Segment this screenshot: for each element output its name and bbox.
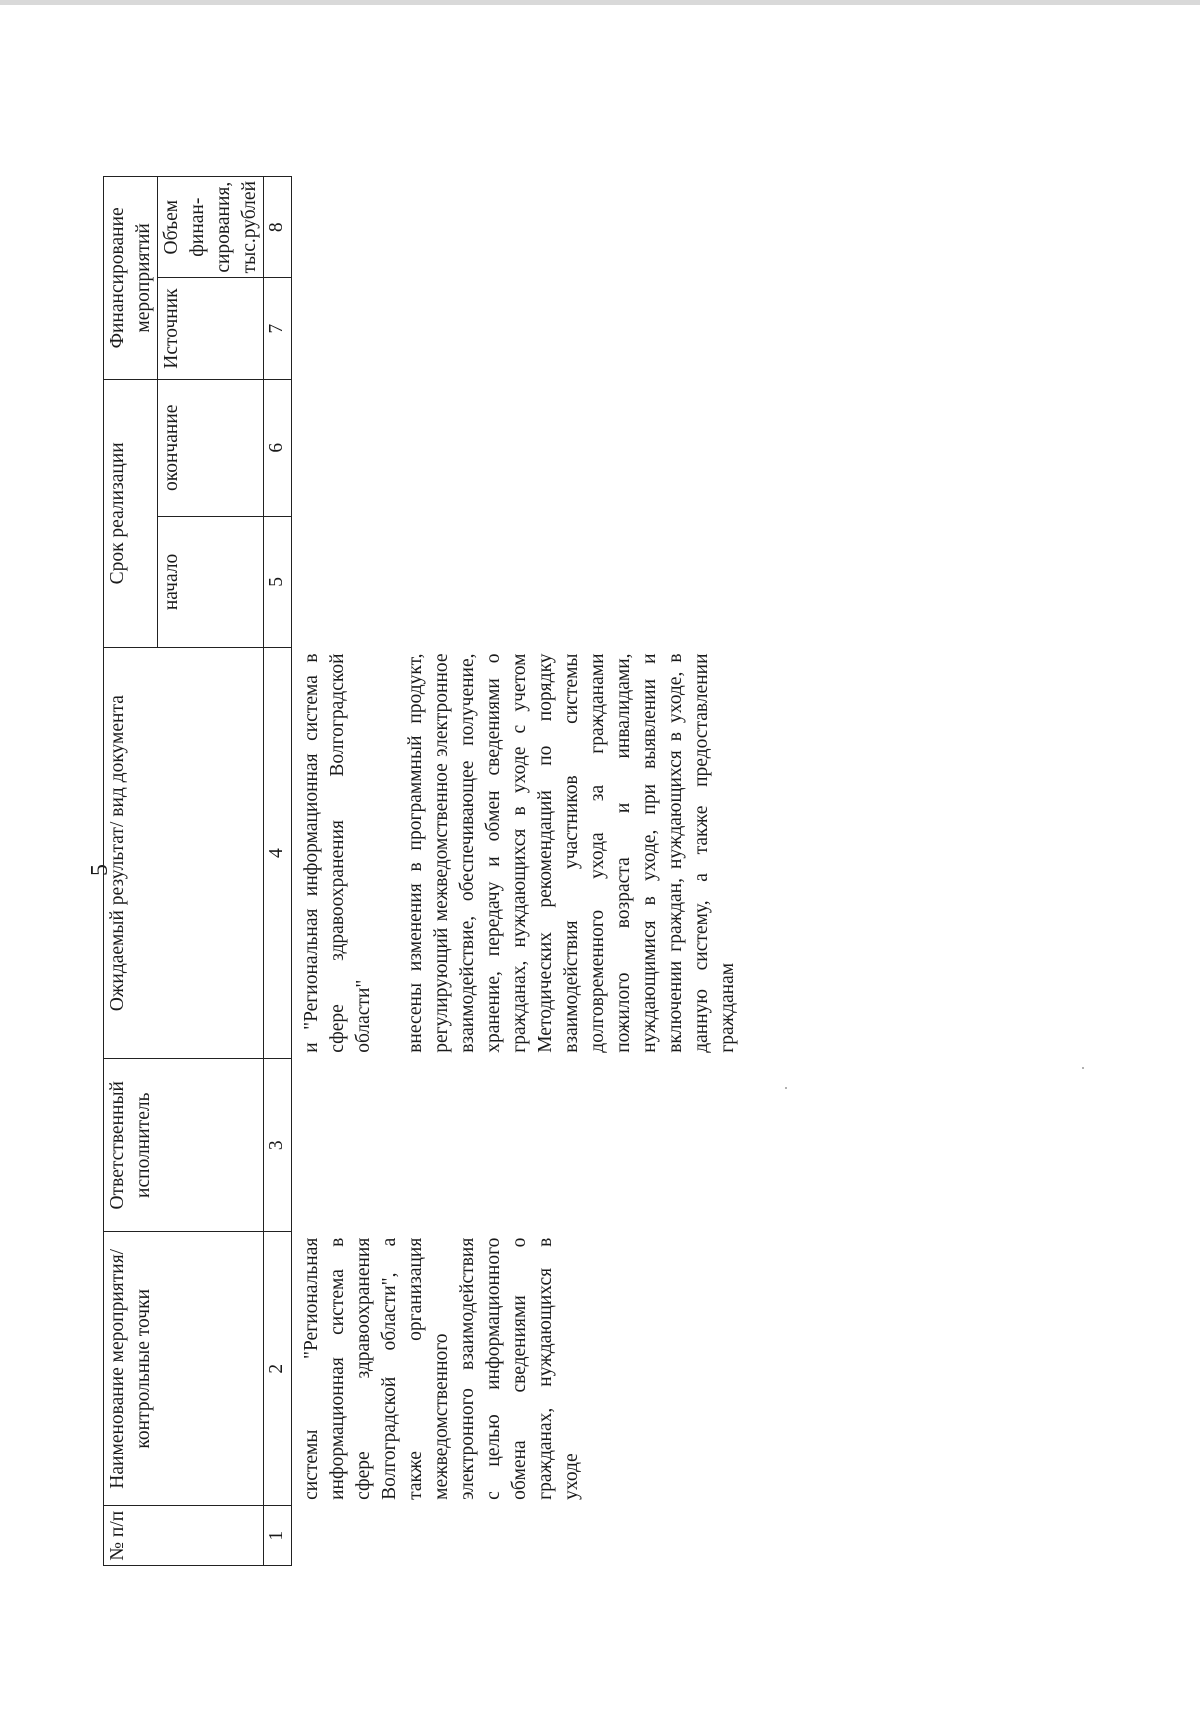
cell-name	[292, 1232, 742, 1506]
column-number: 5	[264, 516, 292, 647]
scan-speck	[1082, 1067, 1084, 1069]
header-row-1	[104, 177, 158, 1566]
scan-speck	[785, 1087, 787, 1089]
header-period-start: начало	[158, 516, 264, 647]
name-part-2: организация межведомственного электронного взаимодействия с целью информационного обмена сведениями о гражданах, нуждающихся в уходе	[405, 1237, 582, 1500]
cell-executor	[292, 1059, 742, 1232]
header-name: Наименование мероприятия/ контрольные точки	[104, 1232, 264, 1506]
page-number: 5	[87, 864, 113, 876]
header-financing: Финансирование мероприятий	[104, 177, 158, 380]
column-number: 6	[264, 379, 292, 516]
column-number: 8	[264, 177, 292, 278]
column-numbers-row	[264, 177, 292, 1566]
scan-edge	[0, 0, 1200, 5]
name-part-1: системы "Региональная информационная система в сфере здравоохранения Волгоградской области", а также	[301, 1237, 426, 1500]
header-num: № п/п	[104, 1506, 264, 1566]
cell-start	[292, 516, 742, 647]
result-part-1: и "Региональная информационная система в сфере здравоохранения Волгоградской области"	[301, 653, 374, 1053]
header-executor: Ответственный исполнитель	[104, 1059, 264, 1232]
cell-volume	[292, 177, 742, 278]
activities-table	[103, 176, 741, 1566]
column-number: 2	[264, 1232, 292, 1506]
header-fin-source: Источник	[158, 278, 264, 379]
column-number: 1	[264, 1506, 292, 1566]
column-number: 4	[264, 647, 292, 1058]
header-result: Ожидаемый результат/ вид документа	[104, 647, 264, 1058]
header-period: Срок реализации	[104, 379, 158, 647]
header-period-end: окончание	[158, 379, 264, 516]
header-fin-volume: Объем финан-сирования, тыс.рублей	[158, 177, 264, 278]
cell-result	[292, 647, 742, 1058]
result-part-2: внесены изменения в программный продукт, регулирующий межведомственное электронное взаимодействие, обеспечивающее получение, хранение, передачу и обмен сведениями о гражданах, нуждающихся в уходе с учетом Методических рекомендаций по порядку взаимодействия участников системы долговременного ухода за гражданами пожилого возраста и инвалидами, нуждающимися в уходе, при выявлении и включении граждан, нуждающихся в уходе, в данную систему, а также предоставлении гражданам	[405, 653, 738, 1053]
cell-source	[292, 278, 742, 379]
column-number: 7	[264, 278, 292, 379]
cell-num	[292, 1506, 742, 1566]
table-row	[292, 177, 742, 1566]
column-number: 3	[264, 1059, 292, 1232]
cell-end	[292, 379, 742, 516]
